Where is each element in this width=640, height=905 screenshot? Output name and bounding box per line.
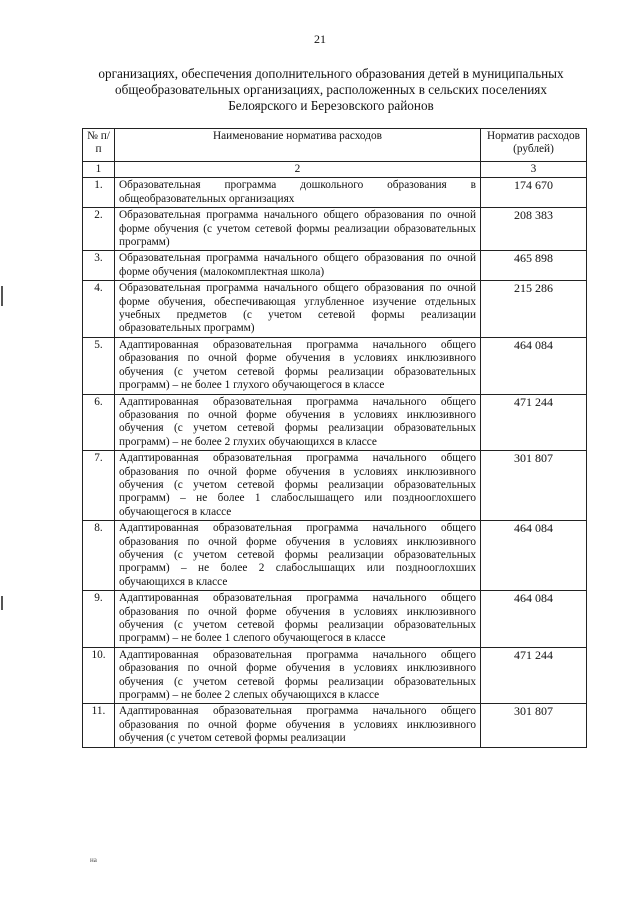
table-row [83, 337, 587, 394]
row-number: 3. [83, 251, 115, 281]
header-value: Норматив расходов (рублей) [481, 129, 587, 162]
table-header-row [83, 129, 587, 162]
row-name: Адаптированная образовательная программа начального общего образования по очной форме обучения в условиях инклюзивного обучения (с учетом сетевой формы реализации образовательных программ) – не более 2 глухих обучающихся в классе [115, 394, 481, 451]
row-name: Адаптированная образовательная программа начального общего образования по очной форме обучения в условиях инклюзивного обучения (с учетом сетевой формы реализации образовательных программ) – не более 2 слепых обучающихся в классе [115, 647, 481, 704]
row-name: Адаптированная образовательная программа начального общего образования по очной форме обучения в условиях инклюзивного обучения (с учетом сетевой формы реализации образовательных программ) – не более 1 слабослышащего или позднооглохшего обучающегося в классе [115, 451, 481, 521]
row-number: 6. [83, 394, 115, 451]
row-value: 301 807 [481, 704, 587, 747]
row-number: 2. [83, 208, 115, 251]
row-value: 174 670 [481, 178, 587, 208]
scan-margin-mark [1, 286, 3, 306]
table-row [83, 704, 587, 747]
row-name: Образовательная программа дошкольного образования в общеобразовательных организациях [115, 178, 481, 208]
norms-table [82, 128, 587, 748]
table-row [83, 451, 587, 521]
table-row [83, 208, 587, 251]
table-body [83, 178, 587, 747]
row-value: 301 807 [481, 451, 587, 521]
page-heading: организациях, обеспечения дополнительного образования детей в муниципальных общеобразовательных организациях, расположенных в сельских поселениях Белоярского и Березовского районов [98, 66, 564, 113]
row-name: Адаптированная образовательная программа начального общего образования по очной форме обучения в условиях инклюзивного обучения (с учетом сетевой формы реализации образовательных программ) – не более 1 глухого обучающегося в классе [115, 337, 481, 394]
row-name: Адаптированная образовательная программа начального общего образования по очной форме обучения в условиях инклюзивного обучения (с учетом сетевой формы реализации [115, 704, 481, 747]
row-number: 1. [83, 178, 115, 208]
row-value: 464 084 [481, 337, 587, 394]
index-cell-2: 2 [115, 162, 481, 178]
row-name: Образовательная программа начального общего образования по очной форме обучения (с учетом сетевой формы реализации образовательных программ) [115, 208, 481, 251]
table-row [83, 394, 587, 451]
footer-mark: на [90, 856, 97, 864]
row-value: 471 244 [481, 394, 587, 451]
row-name: Образовательная программа начального общего образования по очной форме обучения (малокомплектная школа) [115, 251, 481, 281]
index-cell-1: 1 [83, 162, 115, 178]
scan-margin-mark [1, 596, 3, 610]
row-name: Образовательная программа начального общего образования по очной форме обучения, обеспечивающая углубленное изучение отдельных учебных предметов (с учетом сетевой формы реализации образовательных программ) [115, 281, 481, 338]
row-name: Адаптированная образовательная программа начального общего образования по очной форме обучения в условиях инклюзивного обучения (с учетом сетевой формы реализации образовательных программ) – не более 1 слепого обучающегося в классе [115, 591, 481, 648]
row-number: 10. [83, 647, 115, 704]
row-value: 464 084 [481, 521, 587, 591]
row-value: 215 286 [481, 281, 587, 338]
row-name: Адаптированная образовательная программа начального общего образования по очной форме обучения в условиях инклюзивного обучения (с учетом сетевой формы реализации образовательных программ) – не более 2 слабослышащих или позднооглохших обучающихся в классе [115, 521, 481, 591]
table-row [83, 647, 587, 704]
table-row [83, 178, 587, 208]
row-number: 11. [83, 704, 115, 747]
row-value: 471 244 [481, 647, 587, 704]
row-number: 7. [83, 451, 115, 521]
header-num: № п/п [83, 129, 115, 162]
row-number: 9. [83, 591, 115, 648]
table-row [83, 591, 587, 648]
header-name: Наименование норматива расходов [115, 129, 481, 162]
table-index-row [83, 162, 587, 178]
row-number: 8. [83, 521, 115, 591]
row-number: 4. [83, 281, 115, 338]
table-row [83, 251, 587, 281]
table-row [83, 281, 587, 338]
row-value: 465 898 [481, 251, 587, 281]
page-number: 21 [314, 32, 326, 46]
index-cell-3: 3 [481, 162, 587, 178]
table-row [83, 521, 587, 591]
row-value: 208 383 [481, 208, 587, 251]
row-number: 5. [83, 337, 115, 394]
row-value: 464 084 [481, 591, 587, 648]
